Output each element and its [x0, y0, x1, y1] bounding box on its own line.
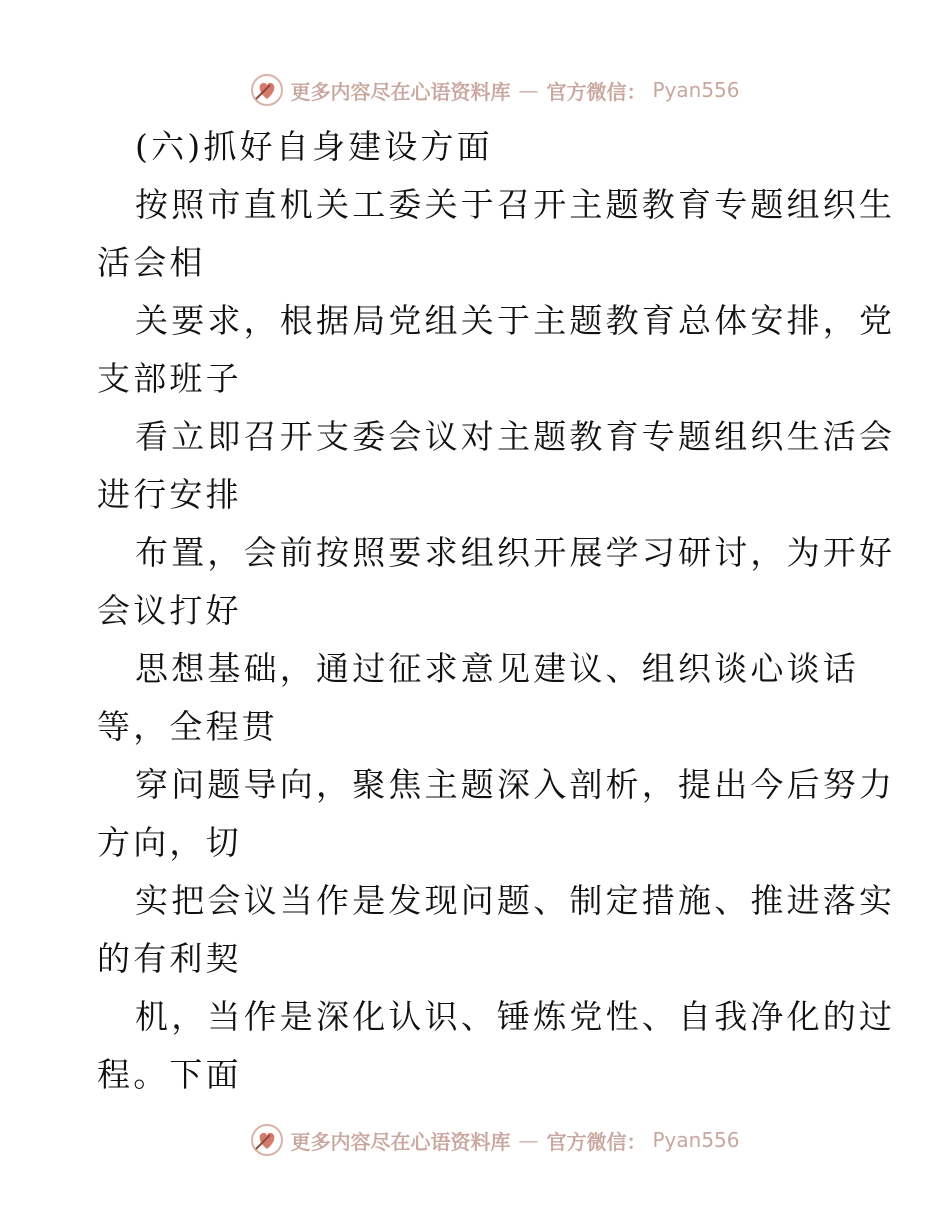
watermark-dash: — [518, 78, 539, 102]
document-body [97, 118, 896, 1104]
text-line: 会议打好 [97, 591, 242, 630]
text-line: 进行安排 [97, 475, 242, 514]
text-line: 穿问题导向，聚焦主题深入剖析，提出今后努力 [135, 765, 896, 804]
watermark-official-label: 官方微信： [546, 1129, 647, 1154]
text-line: 程。下面 [97, 1055, 242, 1094]
watermark-brand-text: 更多内容尽在心语资料库 [290, 79, 511, 104]
text-line: 方向，切 [97, 823, 242, 862]
text-line: 活会相 [97, 243, 206, 282]
text-line: 思想基础，通过征求意见建议、组织谈心谈话 [135, 649, 859, 688]
text-line: 实把会议当作是发现问题、制定措施、推进落实 [135, 881, 896, 920]
footer-watermark [0, 1120, 950, 1160]
header-watermark [0, 70, 950, 110]
text-line: (六)抓好自身建设方面 [135, 127, 493, 166]
text-line: 机，当作是深化认识、锤炼党性、自我净化的过 [135, 997, 896, 1036]
text-line: 布置，会前按照要求组织开展学习研讨，为开好 [135, 533, 896, 572]
text-line: 按照市直机关工委关于召开主题教育专题组织生 [135, 185, 896, 224]
heart-logo-icon [250, 73, 284, 107]
watermark-official-label: 官方微信： [546, 79, 647, 104]
watermark-dash: — [518, 1128, 539, 1152]
watermark-account: Pyan556 [652, 78, 740, 102]
text-line: 的有利契 [97, 939, 242, 978]
text-line: 关要求，根据局党组关于主题教育总体安排，党 [135, 301, 896, 340]
text-line: 看立即召开支委会议对主题教育专题组织生活会 [135, 417, 896, 456]
text-line: 支部班子 [97, 359, 242, 398]
watermark-account: Pyan556 [652, 1128, 740, 1152]
watermark-brand-text: 更多内容尽在心语资料库 [290, 1129, 511, 1154]
heart-logo-icon [250, 1123, 284, 1157]
text-line: 等，全程贯 [97, 707, 278, 746]
